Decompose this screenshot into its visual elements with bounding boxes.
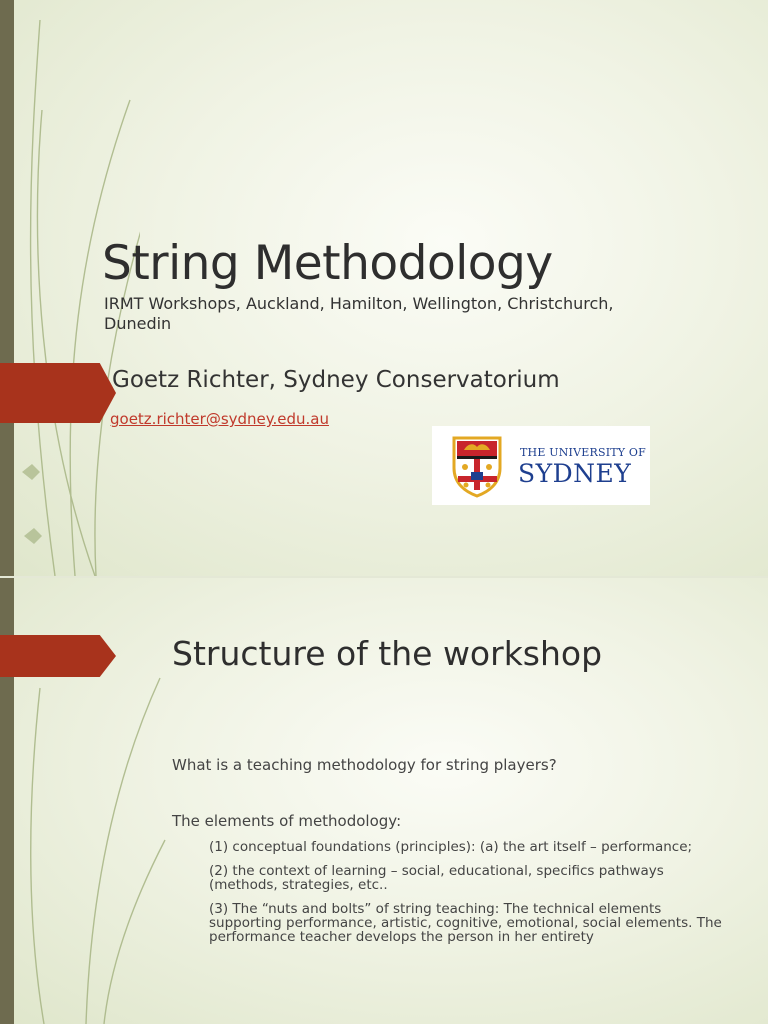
- left-bar: [0, 0, 14, 576]
- slide-subtitle: IRMT Workshops, Auckland, Hamilton, Wellington, Christchurch, Dunedin: [104, 294, 614, 333]
- content-slide: [0, 578, 768, 1024]
- logo-line-2: SYDNEY: [518, 459, 632, 488]
- email-link[interactable]: goetz.richter@sydney.edu.au: [110, 410, 329, 428]
- list-item: (2) the context of learning – social, educational, specifics pathways (methods, strategies, etc..: [209, 863, 664, 893]
- slide-title: String Methodology: [102, 236, 553, 291]
- question-text: What is a teaching methodology for string players?: [172, 756, 557, 774]
- university-crest-icon: [450, 434, 504, 498]
- list-item: (3) The “nuts and bolts” of string teaching: The technical elements supporting performance, artistic, cognitive, emotional, social elements. The performance teacher develops the person in her entirety: [209, 901, 722, 945]
- accent-arrow: [0, 363, 116, 423]
- elements-list: [209, 840, 729, 954]
- accent-arrow: [0, 635, 116, 677]
- presenter-name: Goetz Richter, Sydney Conservatorium: [112, 367, 560, 393]
- logo-line-1: THE UNIVERSITY OF: [520, 446, 646, 459]
- slide-title: Structure of the workshop: [172, 634, 603, 673]
- elements-heading: The elements of methodology:: [172, 812, 402, 830]
- list-item: (1) conceptual foundations (principles): (a) the art itself – performance;: [209, 839, 693, 855]
- university-logo: [432, 426, 650, 505]
